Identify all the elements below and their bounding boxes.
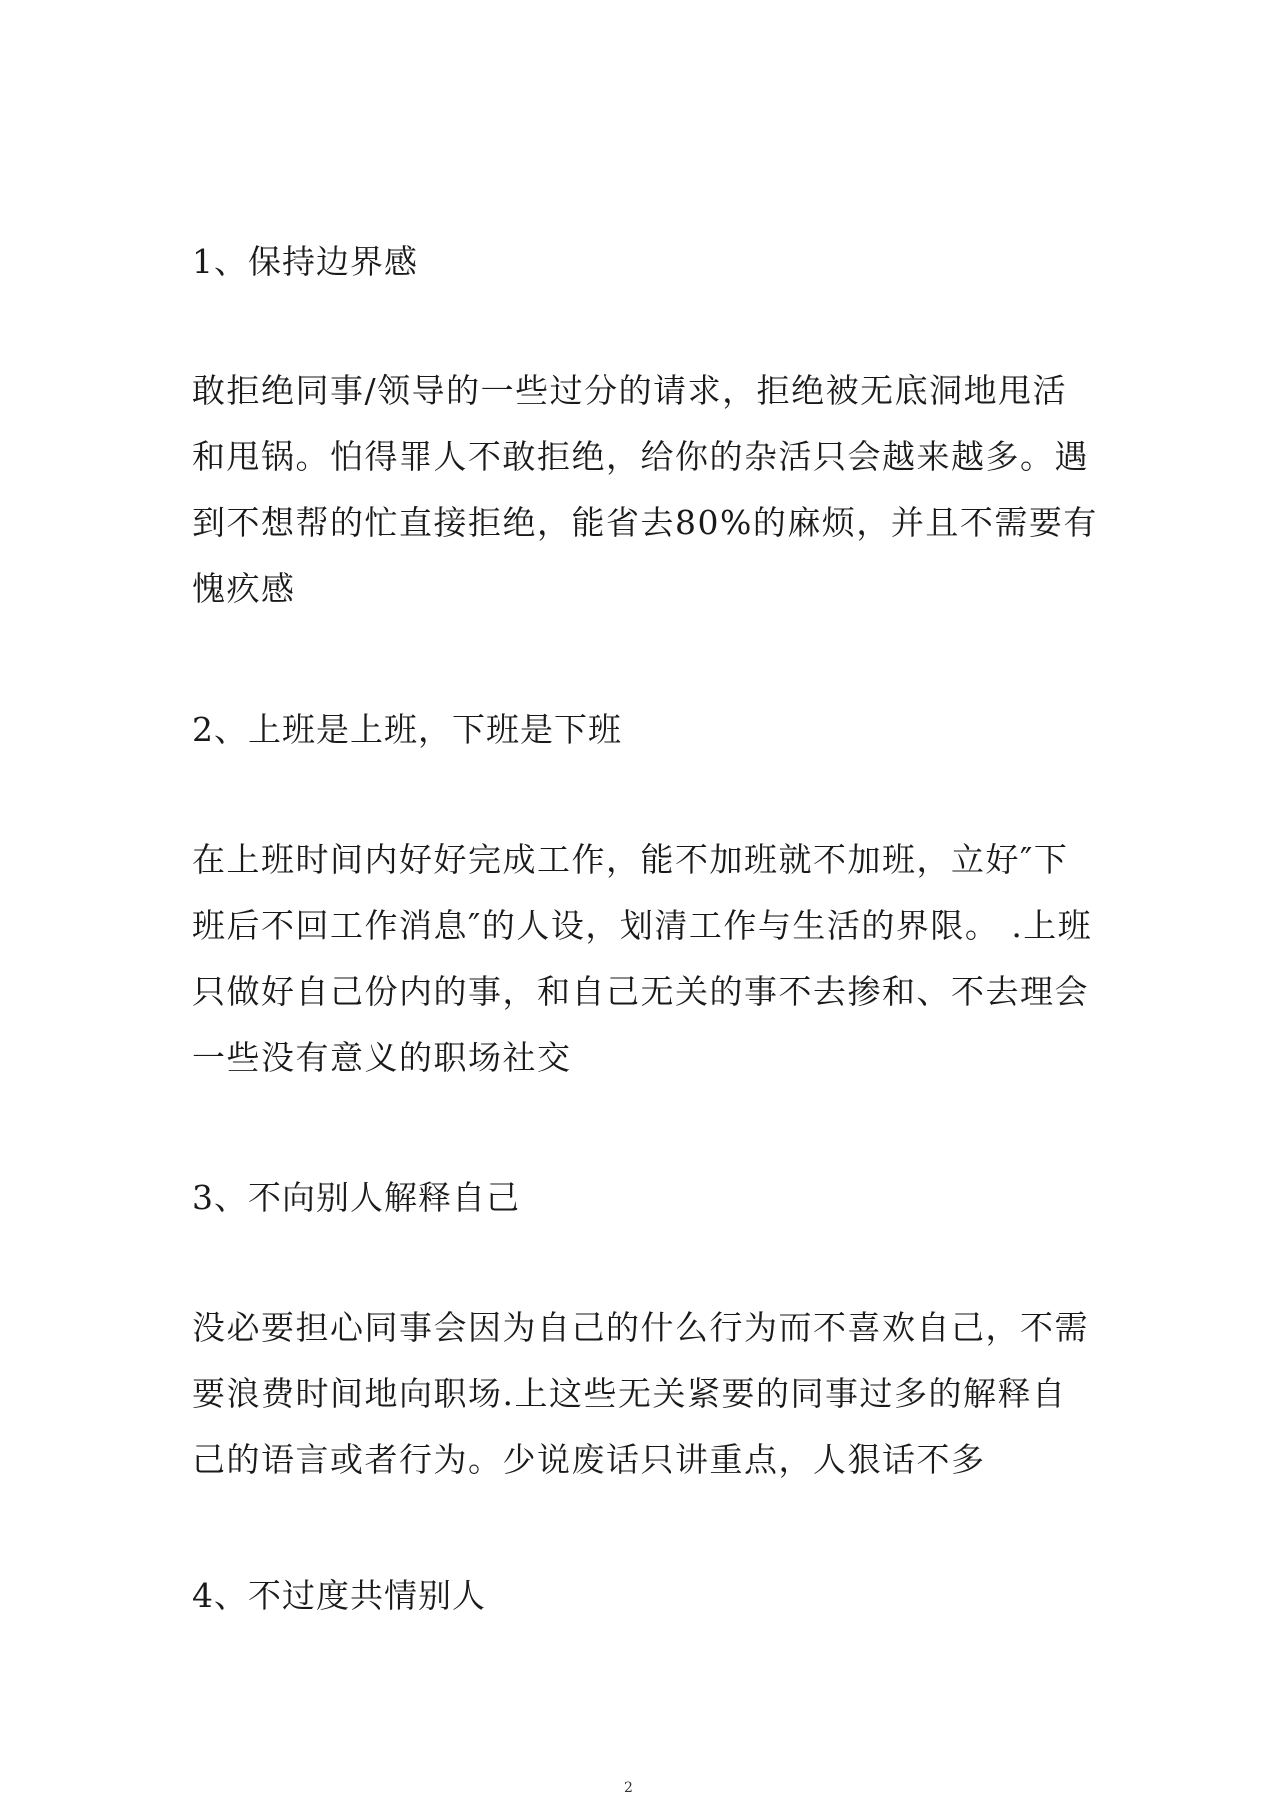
paragraph-line: 一些没有意义的职场社交 — [192, 1038, 572, 1077]
paragraph-line: 要浪费时间地向职场.上这些无关紧要的同事过多的解释自 — [192, 1374, 1067, 1413]
paragraph-line: 在上班时间内好好完成工作，能不加班就不加班，立好″下 — [192, 840, 1069, 879]
section-4-heading: 4、不过度共情别人 — [192, 1576, 486, 1615]
paragraph-line: 没必要担心同事会因为自己的什么行为而不喜欢自己，不需 — [192, 1308, 1089, 1347]
section-2-heading: 2、上班是上班，下班是下班 — [192, 710, 622, 749]
page-number: 2 — [624, 1780, 633, 1796]
paragraph-line: 和甩锅。怕得罪人不敢拒绝，给你的杂活只会越来越多。遇 — [192, 437, 1089, 476]
paragraph-line: 只做好自己份内的事，和自己无关的事不去掺和、不去理会 — [192, 972, 1089, 1011]
section-1-heading: 1、保持边界感 — [192, 242, 418, 281]
paragraph-line: 己的语言或者行为。少说废话只讲重点，人狠话不多 — [192, 1440, 986, 1479]
paragraph-line: 愧疚感 — [192, 569, 296, 608]
paragraph-line: 班后不回工作消息″的人设，划清工作与生活的界限。 .上班 — [192, 906, 1093, 945]
section-3-paragraph — [192, 1295, 1092, 1493]
section-1-paragraph — [192, 358, 1098, 622]
paragraph-line: 敢拒绝同事/领导的一些过分的请求，拒绝被无底洞地甩活 — [192, 371, 1068, 410]
section-3-heading: 3、不向别人解释自己 — [192, 1178, 520, 1217]
section-2-paragraph — [192, 827, 1092, 1091]
paragraph-line: 到不想帮的忙直接拒绝，能省去80%的麻烦，并且不需要有 — [192, 503, 1098, 542]
